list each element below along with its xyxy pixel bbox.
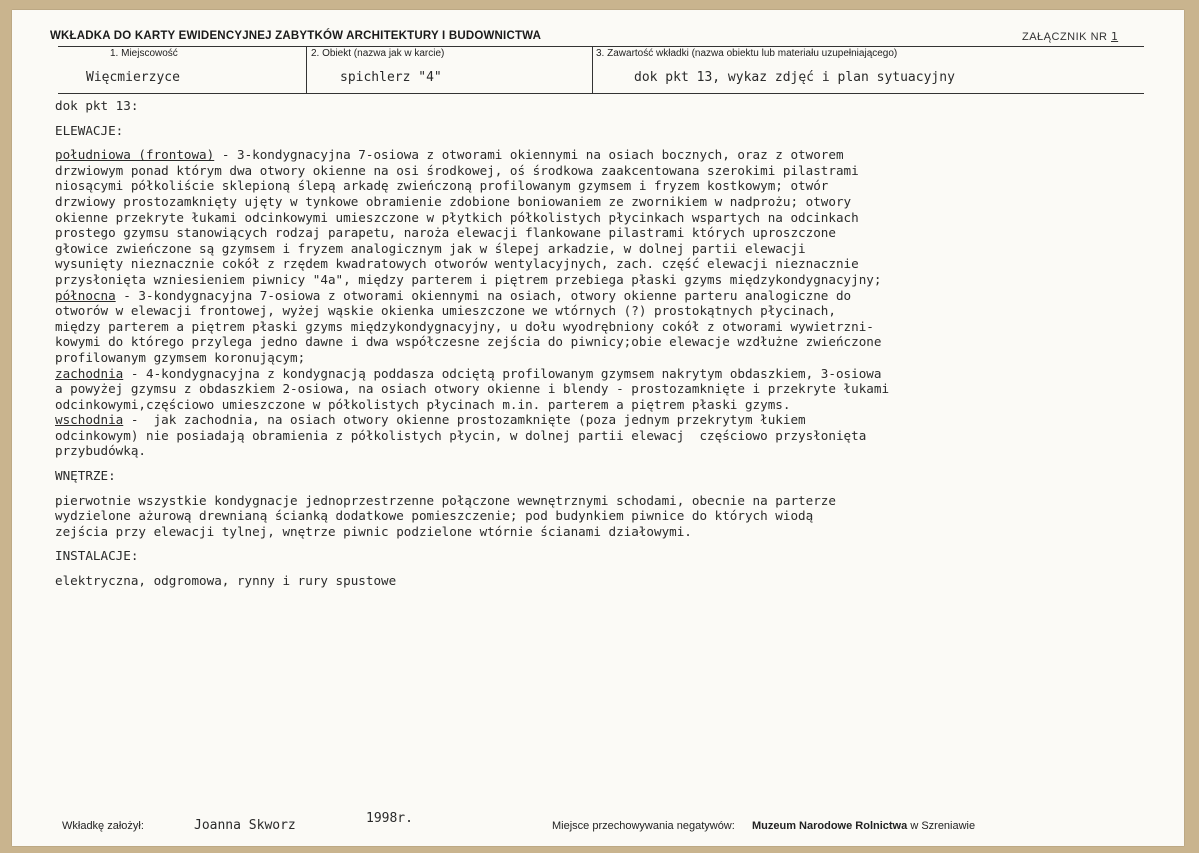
annex-label-text: ZAŁĄCZNIK NR [1022, 31, 1108, 43]
east-elevation-line [55, 412, 1165, 428]
north-line: profilowanym gzymsem koronującym; [55, 349, 306, 365]
field-divider-2 [592, 46, 593, 93]
place-value: Więcmierzyce [86, 70, 180, 85]
interior-line: wydzielone ażurową drewnianą ścianką dodatkowe pomieszczenie; pod budynkiem piwnice do których wiodą [55, 508, 814, 524]
south-line: wysunięty nieznacznie cokół z rzędem kwadratowych otworów wentylacyjnych, zach. część elewacji nieznacznie [55, 256, 859, 272]
negatives-label: Miejsce przechowywania negatywów: [552, 820, 735, 832]
south-line: drzwiowym ponad którym dwa otwory okienne na osi środkowej, oś środkowa zaakcentowana szerokimi pilastrami [55, 162, 859, 178]
south-line: drzwiowy prostozamknięty ujęty w tynkowe obramienie zdobione boniowaniem ze zwornikiem w nadprożu; otwory [55, 193, 852, 209]
content-label: 3. Zawartość wkładki (nazwa obiektu lub materiału uzupełniającego) [596, 48, 898, 59]
object-label: 2. Obiekt (nazwa jak w karcie) [311, 48, 445, 59]
museum-line [752, 820, 975, 832]
interior-heading: WNĘTRZE: [55, 468, 116, 484]
south-line: głowice zwieńczone są gzymsem i fryzem analogicznym jak w ślepej arkadzie, w dolnej partii elewacji [55, 240, 806, 256]
west-elevation-line [55, 366, 1165, 382]
north-line: - 3-kondygnacyjna 7-osiowa z otworami okiennymi na osiach, otwory okienne parteru analogiczne do [115, 287, 852, 303]
north-line: między parterem a piętrem płaski gzyms międzykondygnacyjny, u dołu wyodrębniony cokół z otworami wywietrzni- [55, 318, 874, 334]
north-line: otworów w elewacji frontowej, wyżej wąskie okienka umieszczone we wtórnych (?) prostokątnych płycinach, [55, 303, 836, 319]
document-body [55, 98, 1165, 589]
museum-name: Muzeum Narodowe Rolnictwa [752, 820, 908, 832]
west-line: odcinkowymi,częściowo umieszczone w półkolistych płycinach m.in. parterem a piętrem płaski gzyms. [55, 396, 791, 412]
south-line: przysłonięta wzniesieniem piwnicy "4a", między parterem i piętrem przebiega płaski gzyms międzykondygnacyjny; [55, 271, 882, 287]
north-elevation-label: północna [55, 287, 116, 303]
south-elevation-line [55, 147, 1165, 163]
installations-heading: INSTALACJE: [55, 548, 139, 564]
card-date: 1998r. [366, 811, 413, 826]
header-bottom-line [58, 93, 1144, 94]
field-divider-1 [306, 46, 307, 93]
west-elevation-label: zachodnia [55, 365, 124, 381]
header-top-line [58, 46, 1144, 47]
south-line: niosącymi półkoliście sklepioną ślepą arkadę zwieńczoną profilowanym gzymsem i fryzem kostkowym; otwór [55, 178, 829, 194]
interior-line: pierwotnie wszystkie kondygnacje jednoprzestrzenne połączone wewnętrznymi schodami, obecnie na parterze [55, 492, 836, 508]
east-line: przybudówką. [55, 443, 146, 459]
south-elevation-label: południowa (frontowa) [55, 147, 215, 163]
south-line: - 3-kondygnacyjna 7-osiowa z otworami okiennymi na osiach bocznych, oraz z otworem [214, 147, 844, 163]
intro-line: dok pkt 13: [55, 98, 139, 113]
installations-text: elektryczna, odgromowa, rynny i rury spustowe [55, 573, 397, 589]
museum-suffix: w Szreniawie [910, 820, 976, 832]
interior-line: zejścia przy elewacji tylnej, wnętrze piwnic podzielone wtórnie ścianami działowymi. [55, 523, 692, 539]
place-label: 1. Miejscowość [110, 48, 178, 59]
west-line: - 4-kondygnacyjna z kondygnacją poddasza odciętą profilowanym gzymsem nakrytym obdaszkiem, 3-osiowa [123, 365, 882, 381]
east-line: - jak zachodnia, na osiach otwory okienne prostozamknięte (poza jednym przekrytym łukiem [123, 412, 806, 428]
east-elevation-label: wschodnia [55, 412, 124, 428]
north-elevation-line [55, 288, 1165, 304]
content-value: dok pkt 13, wykaz zdjęć i plan sytuacyjny [634, 70, 955, 85]
author-label: Wkładkę założył: [62, 820, 144, 832]
elevations-heading: ELEWACJE: [55, 122, 124, 138]
document-title: WKŁADKA DO KARTY EWIDENCYJNEJ ZABYTKÓW ARCHITEKTURY I BUDOWNICTWA [50, 30, 542, 42]
object-value: spichlerz "4" [340, 70, 442, 85]
annex-number: 1 [1111, 30, 1119, 43]
north-line: kowymi do którego przylega jedno dawne i dwa współczesne zejścia do piwnicy;obie elewacje wzdłużne zwieńczone [55, 334, 882, 350]
west-line: a powyżej gzymsu z obdaszkiem 2-osiowa, na osiach otwory okienne i blendy - prostozamknięte i przekryte łukami [55, 381, 890, 397]
south-line: prostego gzymsu stanowiących rodzaj parapetu, naroża elewacji flankowane pilastrami których uproszczone [55, 225, 836, 241]
east-line: odcinkowym) nie posiadają obramienia z półkolistych płycin, w dolnej partii elewacj częściowo przysłonięta [55, 427, 867, 443]
annex-label [1022, 30, 1118, 43]
author-name: Joanna Skworz [194, 818, 296, 833]
south-line: okienne przekryte łukami odcinkowymi umieszczone w płytkich półkolistych płycinkach wspartych na odcinkach [55, 209, 859, 225]
